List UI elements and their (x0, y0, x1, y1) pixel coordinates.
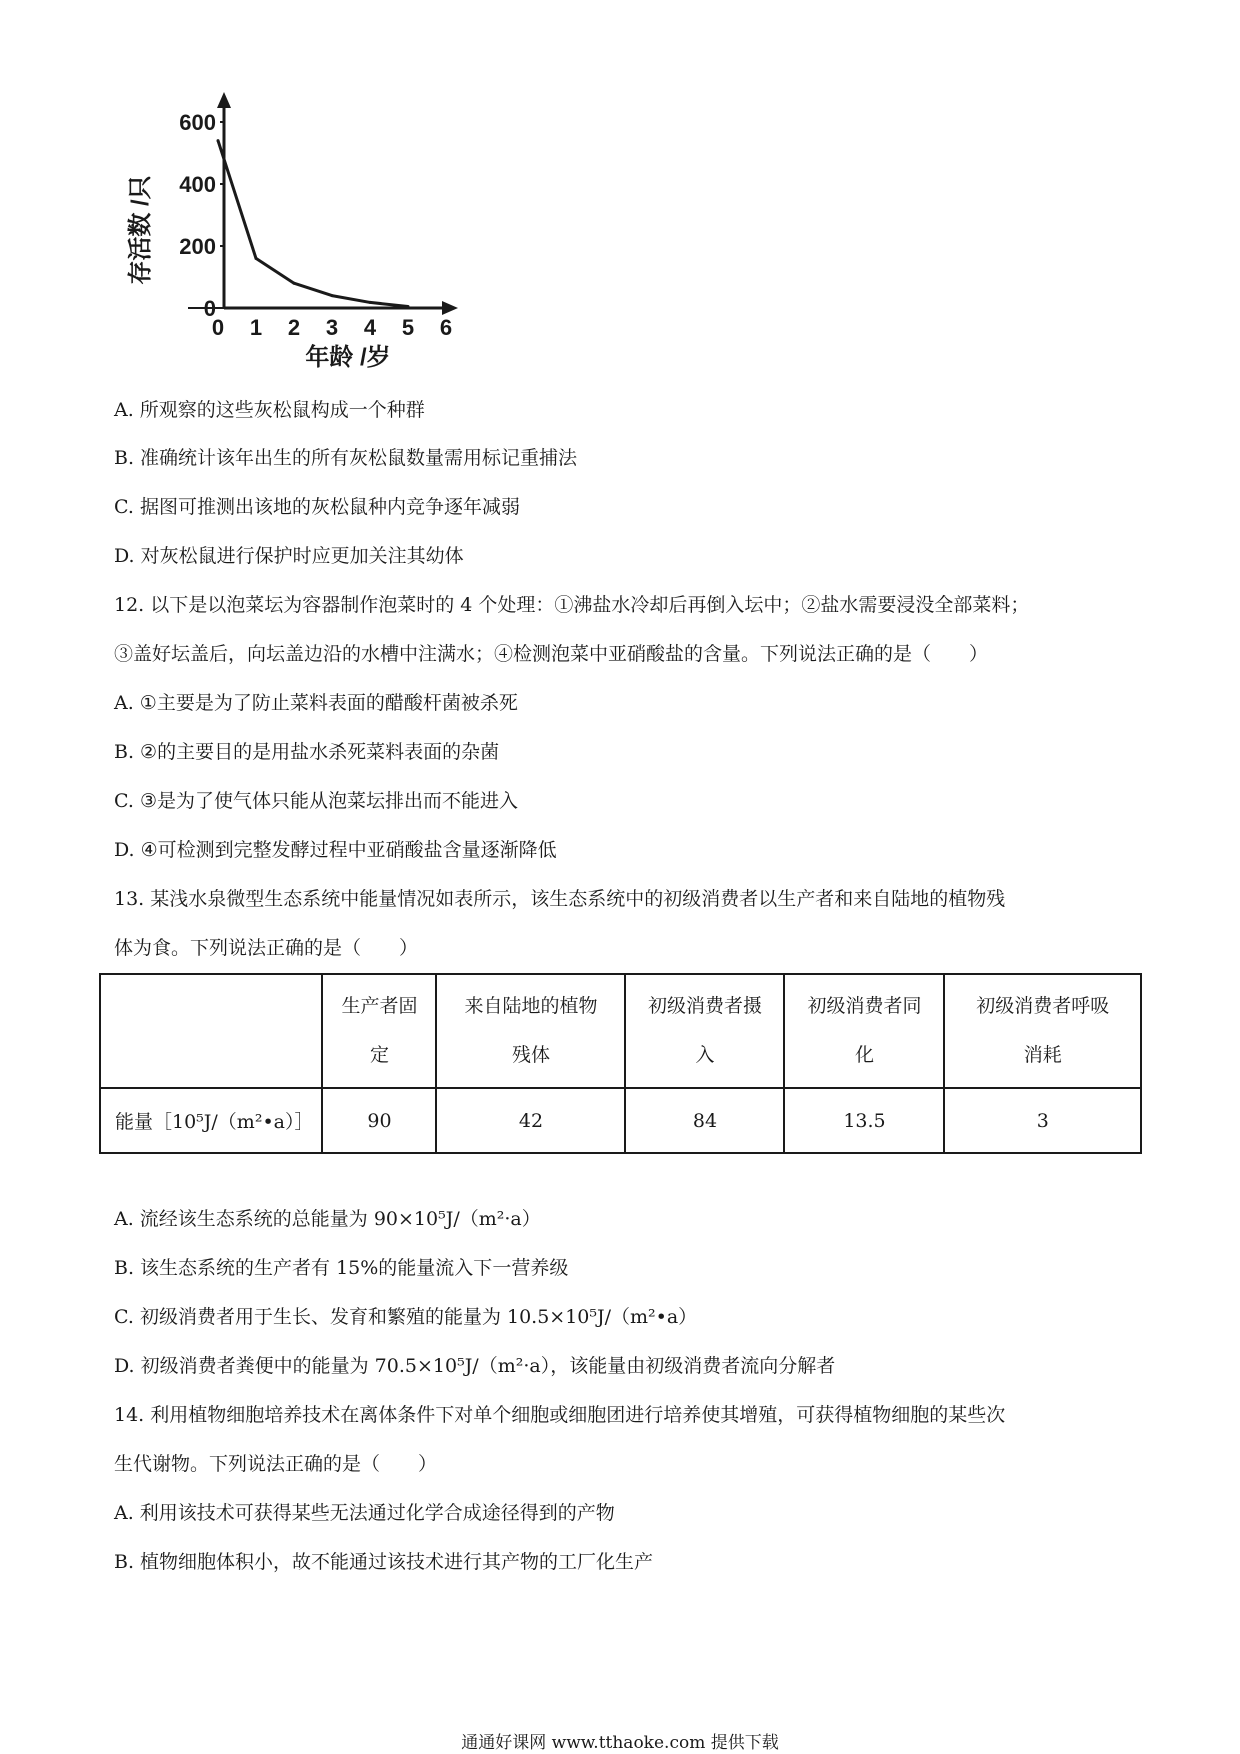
table-row-label: 能量［10⁵J/（m²•a）］ (100, 1088, 322, 1153)
q13-option-a: A. 流经该生态系统的总能量为 90×10⁵J/（m²·a） (114, 1208, 541, 1230)
table-cell: 13.5 (784, 1088, 944, 1153)
q12-option-a: A. ①主要是为了防止菜料表面的醋酸杆菌被杀死 (114, 692, 518, 714)
q14-option-b: B. 植物细胞体积小，故不能通过该技术进行其产物的工厂化生产 (114, 1551, 654, 1573)
x-tick-label: 4 (363, 315, 377, 340)
table-cell: 3 (944, 1088, 1141, 1153)
data-point (255, 257, 258, 260)
q12-stem-line2: ③盖好坛盖后，向坛盖边沿的水槽中注满水；④检测泡菜中亚硝酸盐的含量。下列说法正确的是（ ） (114, 643, 989, 665)
q11-option-a: A. 所观察的这些灰松鼠构成一个种群 (114, 399, 425, 421)
q11-option-d: D. 对灰松鼠进行保护时应更加关注其幼体 (114, 545, 464, 567)
y-tick-label: 0 (203, 296, 216, 321)
energy-table (99, 973, 1142, 1154)
x-axis-label: 年龄 /岁 (305, 344, 391, 371)
q14-option-a: A. 利用该技术可获得某些无法通过化学合成途径得到的产物 (114, 1502, 615, 1524)
y-tick-label: 600 (179, 110, 216, 135)
q13-stem-line1: 13. 某浅水泉微型生态系统中能量情况如表所示，该生态系统中的初级消费者以生产者和来自陆地的植物残 (114, 888, 1006, 910)
q12-stem-line1: 12. 以下是以泡菜坛为容器制作泡菜时的 4 个处理：①沸盐水冷却后再倒入坛中；②盐水需要浸没全部菜料； (114, 594, 1030, 616)
data-point (369, 301, 372, 304)
table-header-respiration: 初级消费者呼吸 消耗 (944, 974, 1141, 1088)
table-header-assimilation: 初级消费者同 化 (784, 974, 944, 1088)
data-point (407, 305, 410, 308)
data-point (331, 294, 334, 297)
table-corner-cell (100, 974, 322, 1088)
table-header-row (100, 974, 1141, 1088)
q14-stem-line2: 生代谢物。下列说法正确的是（ ） (114, 1453, 438, 1475)
y-axis-arrow (217, 92, 231, 108)
y-axis-label: 存活数 /只 (127, 175, 154, 285)
x-tick-label: 3 (325, 315, 339, 340)
x-axis-arrow (442, 301, 458, 315)
q11-option-c: C. 据图可推测出该地的灰松鼠种内竞争逐年减弱 (114, 496, 520, 518)
table-header-land-residue: 来自陆地的植物 残体 (436, 974, 625, 1088)
y-tick-label: 400 (179, 172, 216, 197)
q12-option-b: B. ②的主要目的是用盐水杀死菜料表面的杂菌 (114, 741, 500, 763)
x-tick-label: 5 (401, 315, 415, 340)
survival-curve (218, 141, 408, 307)
x-tick-labels (212, 315, 452, 340)
table-header-intake: 初级消费者摄 入 (625, 974, 784, 1088)
chart-series (217, 139, 410, 308)
x-tick-label: 2 (287, 315, 301, 340)
table-header-producer: 生产者固 定 (322, 974, 436, 1088)
q13-option-c: C. 初级消费者用于生长、发育和繁殖的能量为 10.5×10⁵J/（m²•a） (114, 1306, 698, 1328)
data-point (217, 139, 220, 142)
q11-option-b: B. 准确统计该年出生的所有灰松鼠数量需用标记重捕法 (114, 447, 578, 469)
table-cell: 42 (436, 1088, 625, 1153)
q13-option-b: B. 该生态系统的生产者有 15%的能量流入下一营养级 (114, 1257, 569, 1279)
q12-option-c: C. ③是为了使气体只能从泡菜坛排出而不能进入 (114, 790, 518, 812)
data-point (293, 282, 296, 285)
x-tick-label: 6 (439, 315, 453, 340)
y-tick-label: 200 (179, 234, 216, 259)
q14-stem-line1: 14. 利用植物细胞培养技术在离体条件下对单个细胞或细胞团进行培养使其增殖，可获得植物细胞的某些次 (114, 1404, 1006, 1426)
table-cell: 90 (322, 1088, 436, 1153)
q13-stem-line2: 体为食。下列说法正确的是（ ） (114, 937, 419, 959)
q12-option-d: D. ④可检测到完整发酵过程中亚硝酸盐含量逐渐降低 (114, 839, 557, 861)
q13-option-d: D. 初级消费者粪便中的能量为 70.5×10⁵J/（m²·a），该能量由初级消费者流向分解者 (114, 1355, 836, 1377)
chart-axes (188, 92, 458, 315)
page-footer: 通通好课网 www.tthaoke.com 提供下载 (461, 1733, 779, 1753)
table-row (100, 1088, 1141, 1153)
x-tick-label: 1 (249, 315, 263, 340)
x-tick-label: 0 (211, 315, 225, 340)
survival-chart (118, 90, 518, 375)
table-cell: 84 (625, 1088, 784, 1153)
